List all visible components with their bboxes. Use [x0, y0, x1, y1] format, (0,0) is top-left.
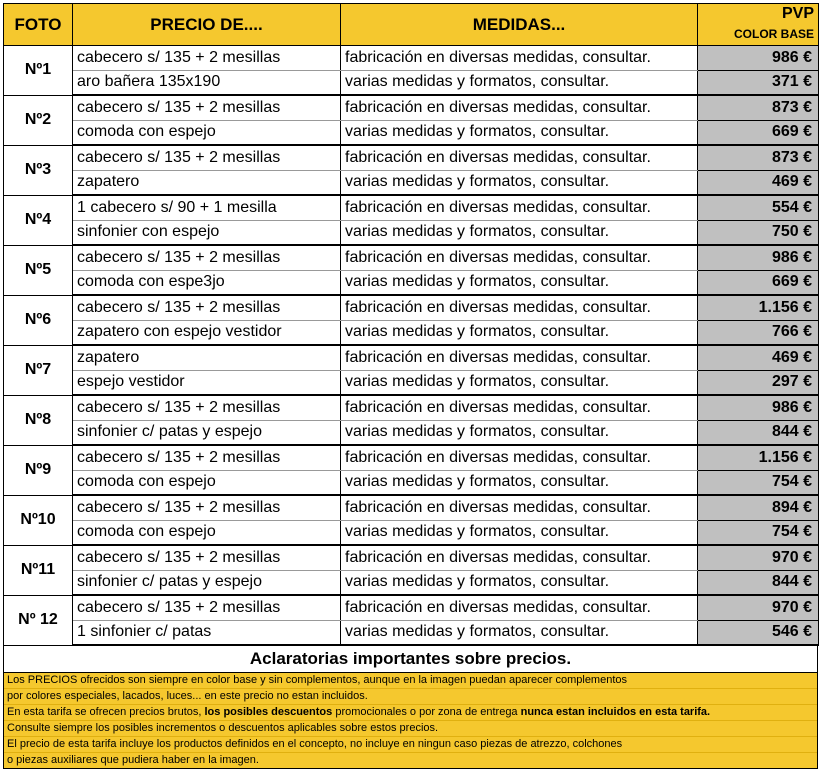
- concept-cell: cabecero s/ 135 + 2 mesillas: [73, 395, 341, 420]
- price-cell: 873 €: [698, 145, 819, 170]
- measures-cell: varias medidas y formatos, consultar.: [341, 220, 698, 245]
- header-pvp: [698, 4, 819, 46]
- measures-cell: varias medidas y formatos, consultar.: [341, 120, 698, 145]
- concept-cell: comoda con espe3jo: [73, 270, 341, 295]
- measures-cell: fabricación en diversas medidas, consultar.: [341, 445, 698, 470]
- price-cell: 469 €: [698, 345, 819, 370]
- table-row: [4, 145, 819, 170]
- price-cell: 1.156 €: [698, 295, 819, 320]
- price-cell: 297 €: [698, 370, 819, 395]
- measures-cell: varias medidas y formatos, consultar.: [341, 520, 698, 545]
- foto-number: Nº 12: [4, 595, 73, 645]
- table-row: [4, 395, 819, 420]
- note-text: promocionales o por zona de entrega: [332, 706, 521, 718]
- concept-cell: cabecero s/ 135 + 2 mesillas: [73, 145, 341, 170]
- note-bold: los posibles descuentos: [204, 706, 333, 718]
- notes-title: Aclaratorias importantes sobre precios.: [3, 646, 818, 673]
- table-row: [4, 46, 819, 71]
- price-cell: 750 €: [698, 220, 819, 245]
- measures-cell: varias medidas y formatos, consultar.: [341, 370, 698, 395]
- table-row: [4, 245, 819, 270]
- price-cell: 554 €: [698, 195, 819, 220]
- table-row: [4, 320, 819, 345]
- foto-number: Nº10: [4, 495, 73, 545]
- concept-cell: comoda con espejo: [73, 520, 341, 545]
- price-cell: 371 €: [698, 70, 819, 95]
- table-row: [4, 470, 819, 495]
- table-row: [4, 445, 819, 470]
- foto-number: Nº11: [4, 545, 73, 595]
- measures-cell: fabricación en diversas medidas, consultar.: [341, 345, 698, 370]
- price-cell: 873 €: [698, 95, 819, 120]
- foto-number: Nº5: [4, 245, 73, 295]
- table-row: [4, 70, 819, 95]
- price-cell: 669 €: [698, 120, 819, 145]
- note-line: [4, 705, 817, 721]
- table-row: [4, 95, 819, 120]
- price-cell: 1.156 €: [698, 445, 819, 470]
- concept-cell: cabecero s/ 135 + 2 mesillas: [73, 245, 341, 270]
- price-cell: 986 €: [698, 245, 819, 270]
- foto-number: Nº1: [4, 46, 73, 96]
- table-row: [4, 120, 819, 145]
- table-row: [4, 620, 819, 645]
- price-table: [3, 3, 819, 646]
- concept-cell: cabecero s/ 135 + 2 mesillas: [73, 595, 341, 620]
- measures-cell: varias medidas y formatos, consultar.: [341, 620, 698, 645]
- table-row: [4, 170, 819, 195]
- concept-cell: zapatero: [73, 345, 341, 370]
- price-cell: 669 €: [698, 270, 819, 295]
- note-bold: nunca estan incluidos en esta tarifa.: [520, 706, 711, 718]
- measures-cell: varias medidas y formatos, consultar.: [341, 270, 698, 295]
- measures-cell: fabricación en diversas medidas, consultar.: [341, 595, 698, 620]
- note-line: El precio de esta tarifa incluye los productos definidos en el concepto, no incluye en ningun caso piezas de atrezzo, colchones: [4, 737, 817, 753]
- foto-number: Nº3: [4, 145, 73, 195]
- table-row: [4, 570, 819, 595]
- foto-number: Nº2: [4, 95, 73, 145]
- concept-cell: espejo vestidor: [73, 370, 341, 395]
- measures-cell: varias medidas y formatos, consultar.: [341, 320, 698, 345]
- concept-cell: cabecero s/ 135 + 2 mesillas: [73, 545, 341, 570]
- note-line: por colores especiales, lacados, luces... en este precio no estan incluidos.: [4, 689, 817, 705]
- table-row: [4, 220, 819, 245]
- price-list: [3, 3, 818, 769]
- note-line: Consulte siempre los posibles incrementos o descuentos aplicables sobre estos precios.: [4, 721, 817, 737]
- header-pvp-label: PVP: [781, 5, 814, 22]
- notes-box: [3, 673, 818, 769]
- concept-cell: aro bañera 135x190: [73, 70, 341, 95]
- foto-number: Nº9: [4, 445, 73, 495]
- concept-cell: cabecero s/ 135 + 2 mesillas: [73, 46, 341, 71]
- measures-cell: varias medidas y formatos, consultar.: [341, 570, 698, 595]
- price-cell: 766 €: [698, 320, 819, 345]
- concept-cell: cabecero s/ 135 + 2 mesillas: [73, 295, 341, 320]
- price-cell: 844 €: [698, 420, 819, 445]
- measures-cell: varias medidas y formatos, consultar.: [341, 170, 698, 195]
- foto-number: Nº8: [4, 395, 73, 445]
- price-cell: 986 €: [698, 46, 819, 71]
- note-line: Los PRECIOS ofrecidos son siempre en color base y sin complementos, aunque en la imagen puedan aparecer complementos: [4, 673, 817, 689]
- table-row: [4, 270, 819, 295]
- note-line: o piezas auxiliares que pudiera haber en la imagen.: [7, 754, 259, 766]
- table-row: [4, 495, 819, 520]
- concept-cell: zapatero: [73, 170, 341, 195]
- price-cell: 894 €: [698, 495, 819, 520]
- concept-cell: sinfonier c/ patas y espejo: [73, 570, 341, 595]
- header-medidas: MEDIDAS...: [341, 4, 698, 46]
- measures-cell: fabricación en diversas medidas, consultar.: [341, 395, 698, 420]
- measures-cell: fabricación en diversas medidas, consultar.: [341, 46, 698, 71]
- concept-cell: sinfonier c/ patas y espejo: [73, 420, 341, 445]
- table-row: [4, 420, 819, 445]
- table-row: [4, 545, 819, 570]
- price-cell: 546 €: [698, 620, 819, 645]
- measures-cell: fabricación en diversas medidas, consultar.: [341, 295, 698, 320]
- price-cell: 469 €: [698, 170, 819, 195]
- measures-cell: fabricación en diversas medidas, consultar.: [341, 245, 698, 270]
- measures-cell: varias medidas y formatos, consultar.: [341, 420, 698, 445]
- concept-cell: sinfonier con espejo: [73, 220, 341, 245]
- price-cell: 844 €: [698, 570, 819, 595]
- concept-cell: 1 sinfonier c/ patas: [73, 620, 341, 645]
- price-cell: 986 €: [698, 395, 819, 420]
- price-cell: 970 €: [698, 595, 819, 620]
- measures-cell: fabricación en diversas medidas, consultar.: [341, 95, 698, 120]
- measures-cell: fabricación en diversas medidas, consultar.: [341, 195, 698, 220]
- table-row: [4, 195, 819, 220]
- measures-cell: fabricación en diversas medidas, consultar.: [341, 545, 698, 570]
- measures-cell: fabricación en diversas medidas, consultar.: [341, 145, 698, 170]
- header-precio: PRECIO DE....: [73, 4, 341, 46]
- concept-cell: cabecero s/ 135 + 2 mesillas: [73, 445, 341, 470]
- foto-number: Nº7: [4, 345, 73, 395]
- measures-cell: varias medidas y formatos, consultar.: [341, 70, 698, 95]
- note-text: En esta tarifa se ofrecen precios brutos,: [7, 706, 205, 718]
- concept-cell: comoda con espejo: [73, 470, 341, 495]
- concept-cell: comoda con espejo: [73, 120, 341, 145]
- table-row: [4, 370, 819, 395]
- header-foto: FOTO: [4, 4, 73, 46]
- header-row: [4, 4, 819, 46]
- concept-cell: zapatero con espejo vestidor: [73, 320, 341, 345]
- concept-cell: cabecero s/ 135 + 2 mesillas: [73, 95, 341, 120]
- header-color-base: COLOR BASE: [733, 27, 814, 41]
- table-row: [4, 295, 819, 320]
- price-cell: 754 €: [698, 470, 819, 495]
- table-body: [4, 46, 819, 646]
- price-cell: 754 €: [698, 520, 819, 545]
- measures-cell: varias medidas y formatos, consultar.: [341, 470, 698, 495]
- concept-cell: 1 cabecero s/ 90 + 1 mesilla: [73, 195, 341, 220]
- price-cell: 970 €: [698, 545, 819, 570]
- table-row: [4, 595, 819, 620]
- concept-cell: cabecero s/ 135 + 2 mesillas: [73, 495, 341, 520]
- table-row: [4, 345, 819, 370]
- foto-number: Nº4: [4, 195, 73, 245]
- foto-number: Nº6: [4, 295, 73, 345]
- measures-cell: fabricación en diversas medidas, consultar.: [341, 495, 698, 520]
- table-row: [4, 520, 819, 545]
